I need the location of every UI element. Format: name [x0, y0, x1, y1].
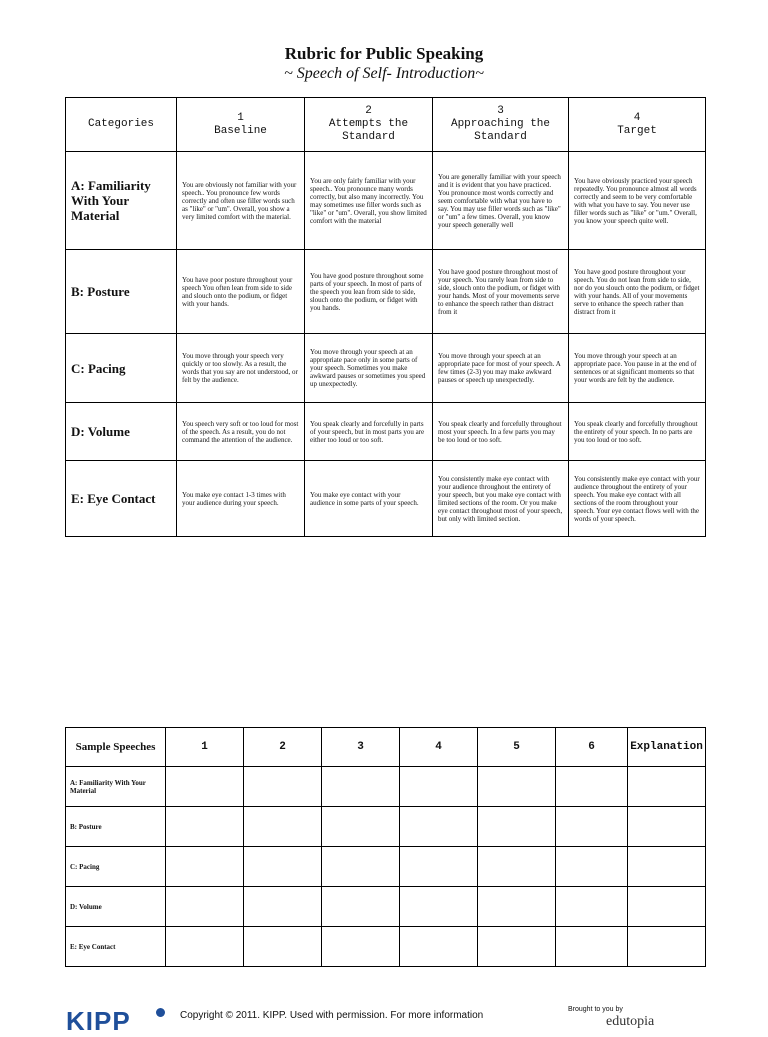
rubric-header-level-1: [177, 98, 305, 152]
sample-col-5: 5: [478, 728, 556, 767]
score-cell[interactable]: [322, 767, 400, 807]
sample-col-explanation: Explanation: [628, 728, 706, 767]
sample-row: [66, 847, 706, 887]
rubric-cell: You speak clearly and forcefully in parts of your speech, but in most parts you are either too loud or too soft.: [305, 403, 433, 461]
rubric-cell: You make eye contact with your audience in some parts of your speech.: [305, 461, 433, 537]
rubric-row-pacing: [66, 334, 706, 403]
sample-row-label: D: Volume: [66, 887, 166, 927]
rubric-cell: You are generally familiar with your speech and it is evident that you have practiced. You pronounce most words correctly and seem comfortable with what you have to say. You may use filler words such as "like" or "um" a few times. Overall, you know your speech generally well: [433, 152, 569, 250]
rubric-table: [65, 97, 706, 537]
rubric-cell: You have good posture throughout most of your speech. You rarely lean from side to side, slouch onto the podium, or fidget with your hands. Most of your movements serve to enhance the speech rather than distract from it: [433, 250, 569, 334]
rubric-cell: You speak clearly and forcefully throughout most your speech. In a few parts you may be too loud or too soft.: [433, 403, 569, 461]
score-cell[interactable]: [322, 807, 400, 847]
score-cell[interactable]: [322, 927, 400, 967]
explanation-cell[interactable]: [628, 767, 706, 807]
sample-row-label: A: Familiarity With Your Material: [66, 767, 166, 807]
rubric-category: A: Familiarity With Your Material: [66, 152, 177, 250]
score-cell[interactable]: [244, 847, 322, 887]
explanation-cell[interactable]: [628, 927, 706, 967]
sample-col-3: 3: [322, 728, 400, 767]
explanation-cell[interactable]: [628, 807, 706, 847]
rubric-cell: You have good posture throughout some parts of your speech. In most of parts of the speech you lean from side to side, slouch onto the podium, or fidget with you hands.: [305, 250, 433, 334]
score-cell[interactable]: [556, 807, 628, 847]
footer: [0, 1000, 768, 1036]
rubric-category: C: Pacing: [66, 334, 177, 403]
explanation-cell[interactable]: [628, 847, 706, 887]
score-cell[interactable]: [400, 847, 478, 887]
sample-header-row: [66, 728, 706, 767]
score-cell[interactable]: [244, 887, 322, 927]
sample-row-label: E: Eye Contact: [66, 927, 166, 967]
sample-col-1: 1: [166, 728, 244, 767]
score-cell[interactable]: [244, 927, 322, 967]
score-cell[interactable]: [400, 887, 478, 927]
score-cell[interactable]: [400, 927, 478, 967]
rubric-cell: You have poor posture throughout your speech You often lean from side to side and slouch onto the podium, or fidget with your hands.: [177, 250, 305, 334]
page-subtitle: ~ Speech of Self- Introduction~: [284, 65, 484, 82]
score-cell[interactable]: [166, 767, 244, 807]
rubric-cell: You are obviously not familiar with your speech.. You pronounce few words correctly and often use filler words such as "like" or "um". Overall, you show a very limited comfort with the material.: [177, 152, 305, 250]
level-number: 2: [365, 105, 372, 117]
level-label: Baseline: [214, 124, 267, 137]
score-cell[interactable]: [244, 767, 322, 807]
level-number: 3: [497, 105, 504, 117]
rubric-category: D: Volume: [66, 403, 177, 461]
rubric-row-eye-contact: [66, 461, 706, 537]
rubric-row-posture: [66, 250, 706, 334]
rubric-header-level-3: [433, 98, 569, 152]
level-label: Approaching the Standard: [450, 118, 551, 143]
rubric-header-level-2: [305, 98, 433, 152]
level-label: Attempts the Standard: [328, 118, 409, 143]
score-cell[interactable]: [556, 847, 628, 887]
rubric-cell: You consistently make eye contact with your audience throughout the entirety of your speech, but you make eye contact with limited sections of the room. Or you make eye contact throughout most of your speech, but only with limited section.: [433, 461, 569, 537]
kipp-logo: KIPP: [66, 1006, 131, 1036]
rubric-header-level-4: [569, 98, 706, 152]
score-cell[interactable]: [478, 847, 556, 887]
score-cell[interactable]: [166, 807, 244, 847]
level-number: 4: [633, 111, 641, 124]
rubric-cell: You move through your speech at an appropriate pace. You pause in at the end of sentences or at significant moments so that your words are felt by the audience.: [569, 334, 706, 403]
rubric-cell: You consistently make eye contact with your audience throughout the entirety of your speech. You make eye contact with all sections of the room throughout your speech. Your eye contact flows well with the words of your speech.: [569, 461, 706, 537]
score-cell[interactable]: [166, 887, 244, 927]
score-cell[interactable]: [478, 807, 556, 847]
rubric-category: E: Eye Contact: [66, 461, 177, 537]
rubric-header-row: [66, 98, 706, 152]
rubric-cell: You move through your speech at an appropriate pace for most of your speech. A few times (2-3) you may make awkward pauses or speech up unexpectedly.: [433, 334, 569, 403]
sample-row-label: C: Pacing: [66, 847, 166, 887]
score-cell[interactable]: [400, 767, 478, 807]
sample-col-2: 2: [244, 728, 322, 767]
score-cell[interactable]: [556, 767, 628, 807]
sample-row-label: B: Posture: [66, 807, 166, 847]
rubric-category: B: Posture: [66, 250, 177, 334]
sample-row: [66, 767, 706, 807]
logo-dot-icon: [156, 1008, 165, 1017]
sample-row: [66, 887, 706, 927]
rubric-cell: You move through your speech at an appropriate pace only in some parts of your speech. Sometimes you make awkward pauses or sometimes you speed up unexpectedly.: [305, 334, 433, 403]
score-cell[interactable]: [556, 927, 628, 967]
level-number: 1: [237, 111, 244, 124]
copyright-text: Copyright © 2011. KIPP. Used with permission. For more information: [180, 1010, 484, 1021]
explanation-cell[interactable]: [628, 887, 706, 927]
sample-col-6: 6: [556, 728, 628, 767]
rubric-cell: You speech very soft or too loud for most of the speech. As a result, you do not command the attention of the audience.: [177, 403, 305, 461]
rubric-cell: You have obviously practiced your speech repeatedly. You pronounce almost all words correctly and seem to be very comfortable with what you have to say. You never use filler words such as "like" or "um." Overall, you know your speech quite well.: [569, 152, 706, 250]
level-label: Target: [617, 124, 657, 137]
score-cell[interactable]: [400, 807, 478, 847]
sample-row: [66, 927, 706, 967]
score-cell[interactable]: [166, 927, 244, 967]
score-cell[interactable]: [556, 887, 628, 927]
score-cell[interactable]: [166, 847, 244, 887]
rubric-row-familiarity: [66, 152, 706, 250]
rubric-cell: You speak clearly and forcefully throughout the entirety of your speech. In no parts are you too loud or too soft.: [569, 403, 706, 461]
rubric-cell: You are only fairly familiar with your speech.. You pronounce many words correctly, but also many incorrectly. You may sometimes use filler words such as "like" or "um". Overall, you show limited comfort with the material: [305, 152, 433, 250]
brought-by-text: Brought to you by: [568, 1006, 623, 1013]
rubric-row-volume: [66, 403, 706, 461]
score-cell[interactable]: [478, 927, 556, 967]
rubric-header-categories: Categories: [66, 98, 177, 152]
score-cell[interactable]: [322, 887, 400, 927]
sample-row: [66, 807, 706, 847]
score-cell[interactable]: [478, 887, 556, 927]
rubric-cell: You move through your speech very quickly or too slowly. As a result, the words that you say are not understood, or felt by the audience.: [177, 334, 305, 403]
score-cell[interactable]: [244, 807, 322, 847]
score-cell[interactable]: [478, 767, 556, 807]
edutopia-logo: edutopia: [606, 1014, 655, 1029]
sample-header-title: Sample Speeches: [66, 728, 166, 767]
score-cell[interactable]: [322, 847, 400, 887]
rubric-cell: You have good posture throughout your speech. You do not lean from side to side, nor do you slouch onto the podium, or fidget with your hands. All of your movements serve to enhance the speech rather than distract from it: [569, 250, 706, 334]
sample-col-4: 4: [400, 728, 478, 767]
rubric-cell: You make eye contact 1-3 times with your audience during your speech.: [177, 461, 305, 537]
page-title: Rubric for Public Speaking: [284, 44, 484, 63]
sample-speeches-table: [65, 727, 706, 967]
